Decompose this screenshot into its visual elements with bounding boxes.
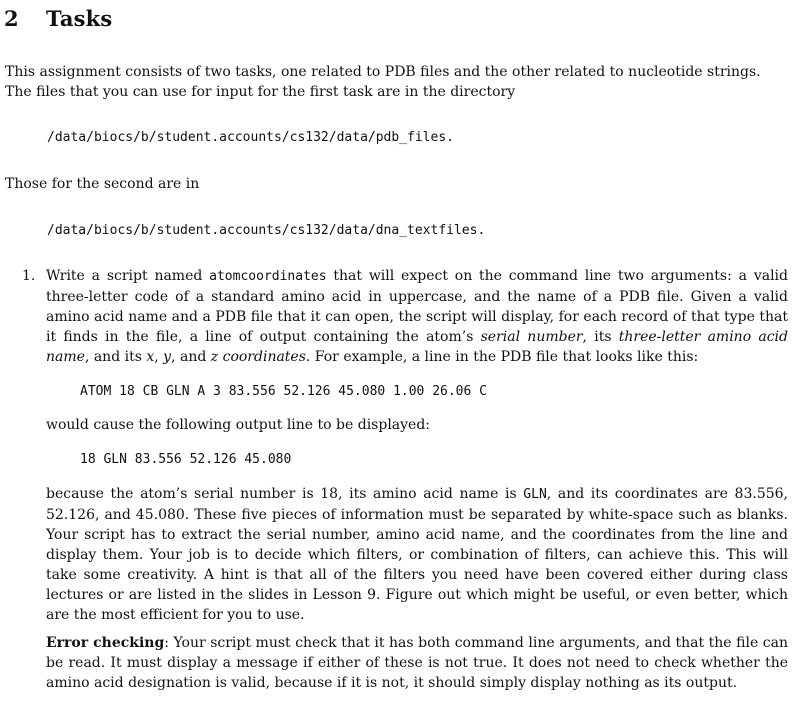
term-coordinates: z coordinates xyxy=(210,349,306,365)
error-checking-paragraph: Error checking: Your script must check that it has both command line arguments, and that the file can be read. It must display a message if either of these is not true. It does not need to check whether the amino acid designation is valid, because if it is not, it should simply display nothing as its output. xyxy=(46,635,788,691)
intro-line-1: This assignment consists of two tasks, one related to PDB files and the other related to nucleotide strings. xyxy=(5,64,761,80)
task-number: 1. xyxy=(22,268,36,284)
error-checking-label: Error checking xyxy=(46,635,165,651)
amino-code-gln: GLN xyxy=(523,487,547,502)
dna-files-path: /data/biocs/b/student.accounts/cs132/data/dna_textfiles. xyxy=(47,223,486,238)
section-title: Tasks xyxy=(46,6,113,31)
example-output-line: 18 GLN 83.556 52.126 45.080 xyxy=(80,452,292,467)
pdb-files-path: /data/biocs/b/student.accounts/cs132/data/pdb_files. xyxy=(47,130,454,145)
task-body xyxy=(46,266,788,693)
intro-line-2: The files that you can use for input for the first task are in the directory xyxy=(5,84,516,100)
task-explanation: because the atom’s serial number is 18, its amino acid name is GLN, and its coordinates are 83.556, 52.126, and 45.080. These five pieces of information must be separated by white-space such as blanks. Your script has to extract the serial number, amino acid name, and the coordinates from the line and display them. Your job is to decide which filters, or combination of filters, can achieve this. This will take some creativity. A hint is that all of the filters you need have been covered either during class lectures or are listed in the slides in Lesson 9. Figure out which might be useful, or even better, which are the most efficient for you to use. xyxy=(46,486,788,623)
term-amino-acid-name: three-letter amino acid name xyxy=(46,329,788,365)
section-heading xyxy=(4,6,112,31)
example-pdb-line: ATOM 18 CB GLN A 3 83.556 52.126 45.080 1.00 26.06 C xyxy=(80,384,487,399)
script-name: atomcoordinates xyxy=(209,269,327,284)
section-number: 2 xyxy=(4,6,19,31)
task-description: Write a script named atomcoordinates that will expect on the command line two arguments: a valid three-letter code of a standard amino acid in uppercase, and the name of a PDB file. Given a valid amino acid name and a PDB file that it can open, the script will display, for each record of that type that it finds in the file, a line of output containing the atom’s serial number, its three-letter amino acid name, and its x, y, and z coordinates. For example, a line in the PDB file that looks like this: xyxy=(46,268,788,365)
term-serial-number: serial number xyxy=(480,329,583,345)
output-intro: would cause the following output line to be displayed: xyxy=(46,417,431,433)
second-dir-intro: Those for the second are in xyxy=(5,176,200,192)
